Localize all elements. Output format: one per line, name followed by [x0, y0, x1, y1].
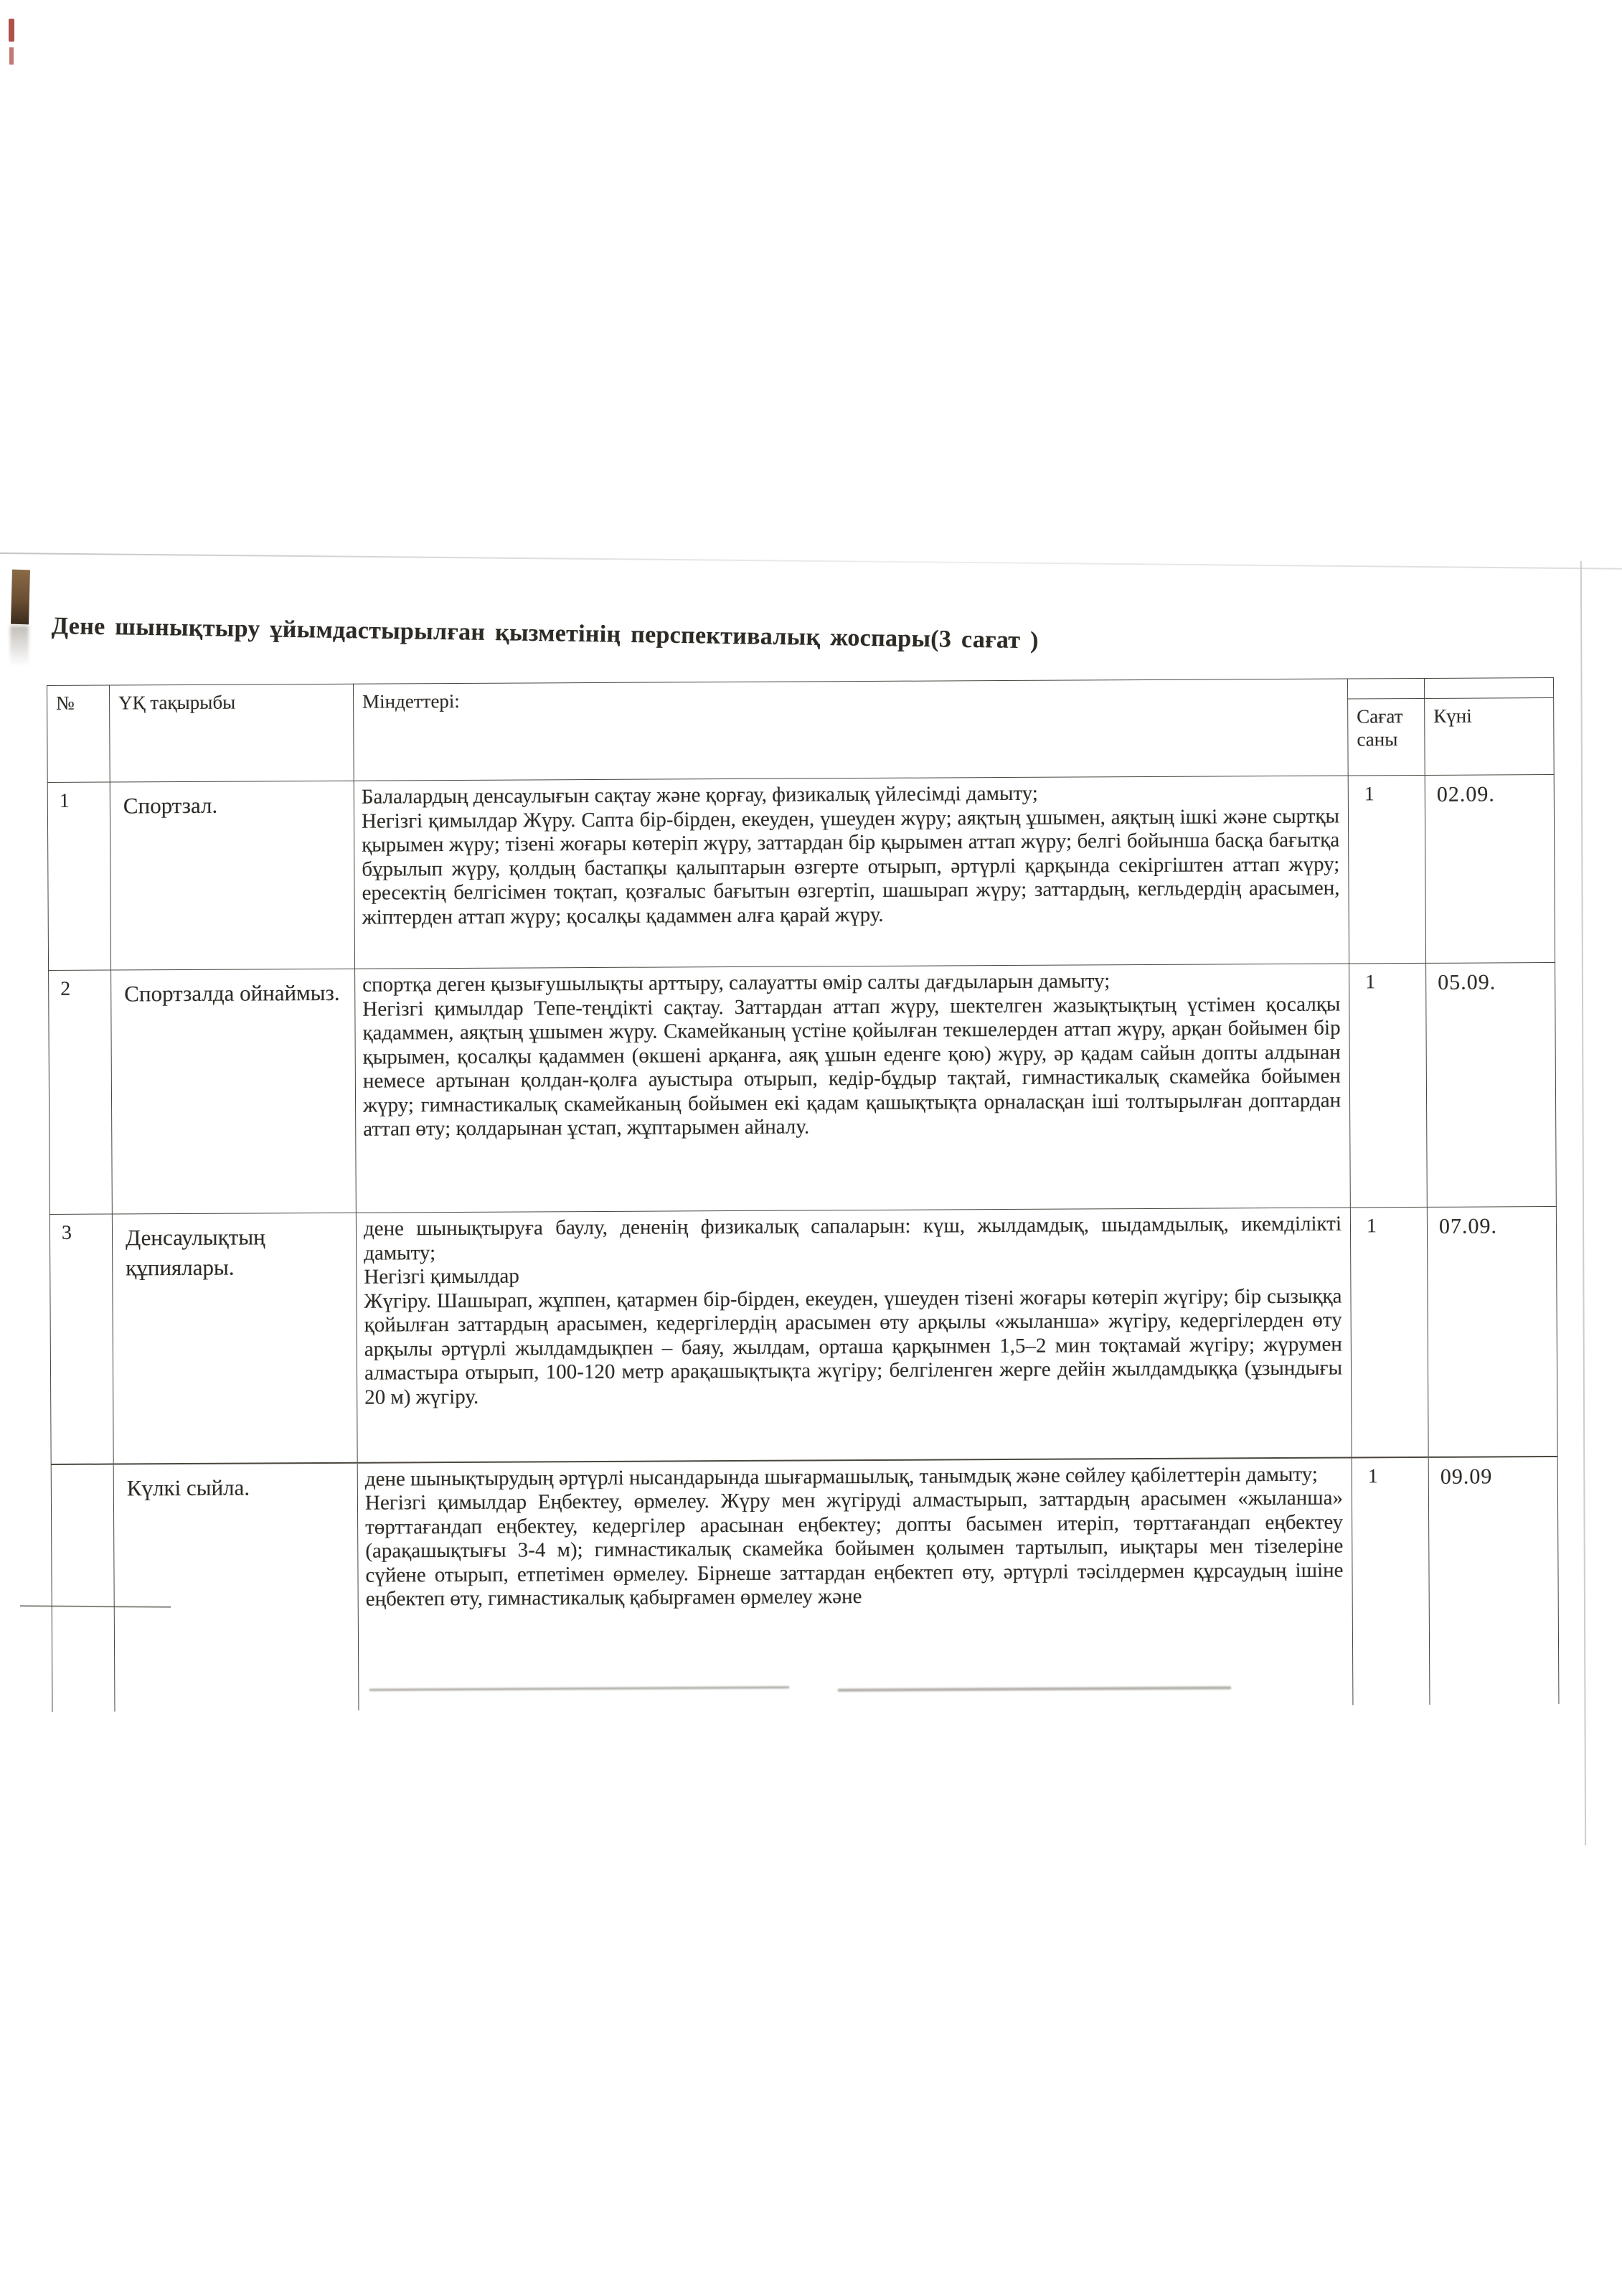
- row-3-topic-cell: Денсаулықтың құпиялары.: [112, 1213, 357, 1464]
- scan-artifact-red-mark-lower: [9, 47, 14, 65]
- row-1-topic-cell: Спортзал.: [110, 781, 354, 970]
- row-1-date-cell: 02.09.: [1425, 775, 1555, 964]
- scan-artifact-binding-mark: [11, 570, 30, 625]
- row-2-topic-cell: Спортзалда ойнаймыз.: [111, 969, 357, 1214]
- scan-artifact-page-right-edge: [1580, 561, 1586, 1845]
- row-1-tasks-cell: Балалардың денсаулығын сақтау және қорғау, физикалық үйлесімді дамыту; Негізгі қимылдар Жүру. Сапта бір-бірден, екеуден, үшеуден жүру; аяқтың ұшымен, аяқтың ішкі және сыртқы қырымен жүру; тізені жоғары көтеріп жүру, заттардан бір қырымен аттап жүру; белгі бойынша басқа бағытқа бұрылып жүру, қолдың бастапқы қалыптарын өзгерте отырып, әртүрлі қарқында секіргіштен аттап жүру; ересектің белгісімен тоқтап, қозғалыс бағытын өзгертіп, шашырап жүру; заттардың, кегльдердің арасымен, жіптерден аттап жүру; қосалқы қадаммен алға қарай жүру.: [354, 776, 1349, 969]
- row-4-date-cell: 09.09: [1428, 1456, 1559, 1704]
- scan-artifact-red-mark-top: [9, 19, 14, 42]
- header-cell-topic: ҮҚ тақырыбы: [110, 684, 354, 782]
- header-cell-hours: Сағат саны: [1347, 678, 1425, 776]
- row-4-number-cell: [51, 1464, 115, 1711]
- header-cell-date: Күні: [1424, 678, 1554, 776]
- row-3-hours-cell: 1: [1350, 1207, 1428, 1457]
- row-4-topic-cell: Күлкі сыйла.: [113, 1462, 359, 1711]
- header-cell-tasks: Міндеттері:: [353, 679, 1348, 781]
- header-cell-number: №: [47, 685, 110, 782]
- table-row: [47, 775, 1555, 971]
- document-title: Дене шынықтыру ұйымдастырылған қызметінің перспективалық жоспары(3 сағат ): [51, 613, 1039, 654]
- row-4-hours-cell: 1: [1352, 1457, 1430, 1705]
- row-2-hours-cell: 1: [1349, 963, 1428, 1208]
- row-3-date-cell: 07.09.: [1427, 1206, 1557, 1457]
- row-2-date-cell: 05.09.: [1426, 962, 1557, 1207]
- table-row: [49, 1206, 1557, 1464]
- row-1-hours-cell: 1: [1348, 775, 1425, 964]
- row-3-number-cell: 3: [49, 1214, 113, 1464]
- table-row: [49, 962, 1557, 1214]
- row-2-tasks-cell: спортқа деген қызығушылықты арттыру, салауатты өмір салты дағдыларын дамыту; Негізгі қимылдар Тепе-теңдікті сақтау. Заттардан аттап жүру, шектелген жазықтықтың үстімен қосалқы қадаммен, аяқтың ұшымен жүру. Скамейканың үстіне қойылған текшелерден аттап жүру, арқан бойымен бір қырымен, қосалқы қадаммен (өкшені арқанға, аяқ ұшын еденге қою) жүру, әр қадам сайын допты алдынан немесе артынан қолдан-қолға ауыстыра отырып, кедір-бұдыр тақтай, гимнастикалық скамейка бойымен жүру; гимнастикалық скамейканың бойымен екі қадам қашықтықта орналасқан іші толтырылған доптардан аттап өту; қолдарынан ұстап, жұптарымен айналу.: [355, 964, 1351, 1213]
- row-4-tasks-cell: дене шынықтырудың әртүрлі нысандарында шығармашылық, танымдық және сөйлеу қабілеттерін дамыту; Негізгі қимылдар Еңбектеу, өрмелеу. Жүру мен жүгіруді алмастырып, заттардың арасымен «жыланша» төрттағандап еңбектеу, кедергілер арасынан еңбектеу; допты басымен итеріп, төрттағандап еңбектеу (арақашықтығы 3-4 м); гимнастикалық скамейка бойымен қолымен тартылып, иықтары мен тізелеріне сүйене отырып, етпетімен өрмелеу. Бірнеше заттардан еңбектеп өту, әртүрлі тәсілдермен құрсаудың ішіне еңбектеп өту, гимнастикалық қабырғамен өрмелеу және: [357, 1457, 1353, 1710]
- plan-table: [47, 677, 1559, 1711]
- row-2-number-cell: 2: [49, 970, 113, 1214]
- table-header-row: [47, 678, 1555, 783]
- row-1-number-cell: 1: [47, 782, 110, 970]
- scan-artifact-binding-shadow: [10, 626, 29, 666]
- plan-table-wrap: [47, 677, 1558, 1711]
- row-3-tasks-cell: дене шынықтыруға баулу, дененің физикалық сапаларын: күш, жылдамдық, шыдамдылық, икемділікті дамыту; Негізгі қимылдар Жүгіру. Шашырап, жұппен, қатармен бір-бірден, екеуден, үшеуден тізені жоғары көтеріп жүгіру; бір сызыққа қойылған заттардың арасымен, кедергілердің арасымен өту арқылы «жыланша» жүгіру, кедергілерден өту арқылы әртүрлі жылдамдықпен – баяу, жылдам, орташа қарқынмен 1,5–2 мин тоқтамай жүгіру; жүрумен алмастыра отырып, 100-120 метр арақашықтықта жүгіру; белгіленген жерге дейін жылдамдыққа (ұзындығы 20 м) жүгіру.: [356, 1208, 1352, 1462]
- scan-artifact-page-top-edge: [0, 552, 1622, 570]
- table-row: [51, 1456, 1559, 1711]
